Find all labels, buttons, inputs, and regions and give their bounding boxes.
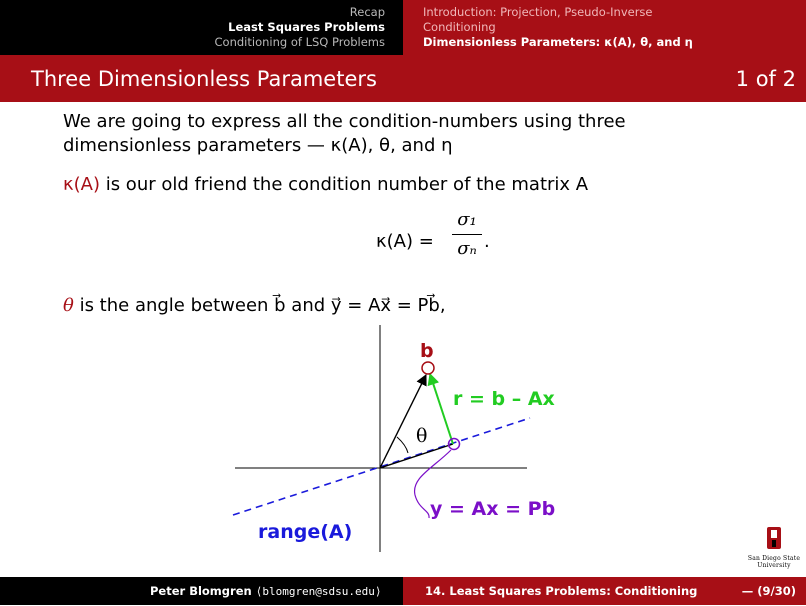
label-range: range(A) (258, 521, 353, 543)
label-b: b (420, 340, 434, 362)
slide-title-bar (0, 55, 806, 102)
theta-term: θ (63, 295, 74, 316)
kappa-term: κ(A) (63, 174, 100, 195)
paragraph-theta (63, 294, 446, 318)
paragraph-intro: We are going to express all the condition-numbers using three dimensionless parameters — κ(A), θ, and η (63, 111, 626, 156)
sdsu-logo (745, 525, 803, 567)
logo-text-line2: University (757, 562, 791, 569)
footer-lecture-section (403, 577, 806, 605)
equation-numerator: σ₁ (457, 209, 477, 230)
equation-denominator: σₙ (457, 238, 477, 259)
fraction-bar (452, 234, 482, 235)
footer-email: ⟨blomgren@sdsu.edu⟩ (255, 585, 382, 598)
equation-period: . (484, 231, 490, 252)
label-theta: θ (416, 425, 428, 447)
logo-text-line1: San Diego State (747, 555, 801, 562)
theta-description: is the angle between b⃗ and y⃗ = Ax⃗ = Pb⃗, (79, 295, 446, 316)
label-y: y = Ax = Pb (430, 498, 556, 520)
nav-sections-left (0, 0, 403, 55)
equation-fraction (452, 208, 482, 261)
university-crest-icon (745, 525, 803, 551)
footer-lecture-title: 14. Least Squares Problems: Conditioning (425, 584, 698, 598)
nav-link-conditioning[interactable]: Conditioning (423, 20, 496, 34)
nav-link-dimensionless[interactable]: Dimensionless Parameters: κ(A), θ, and η (423, 35, 693, 49)
slide-title: Three Dimensionless Parameters (31, 67, 377, 91)
kappa-description: is our old friend the condition number of the matrix A (105, 174, 589, 195)
point-b (422, 362, 434, 374)
nav-sections-right (403, 0, 806, 55)
residual-vector-r (430, 374, 453, 444)
nav-link-introduction[interactable]: Introduction: Projection, Pseudo-Inverse (423, 5, 653, 19)
footer-slide-number: — (9/30) (741, 584, 796, 598)
nav-link-conditioning-lsq[interactable]: Conditioning of LSQ Problems (214, 35, 385, 49)
slide-footer (0, 577, 806, 605)
paragraph-kappa (63, 173, 588, 197)
vector-y (380, 444, 453, 468)
top-navigation (0, 0, 806, 55)
label-residual: r = b – Ax (453, 388, 555, 410)
footer-author: Peter Blomgren (150, 584, 252, 598)
nav-link-least-squares[interactable]: Least Squares Problems (228, 20, 385, 34)
theta-arc (397, 437, 408, 453)
equation-lhs: κ(A) = (376, 231, 434, 252)
nav-link-recap[interactable]: Recap (349, 5, 385, 19)
footer-author-section (0, 577, 403, 605)
page-indicator: 1 of 2 (735, 67, 796, 91)
